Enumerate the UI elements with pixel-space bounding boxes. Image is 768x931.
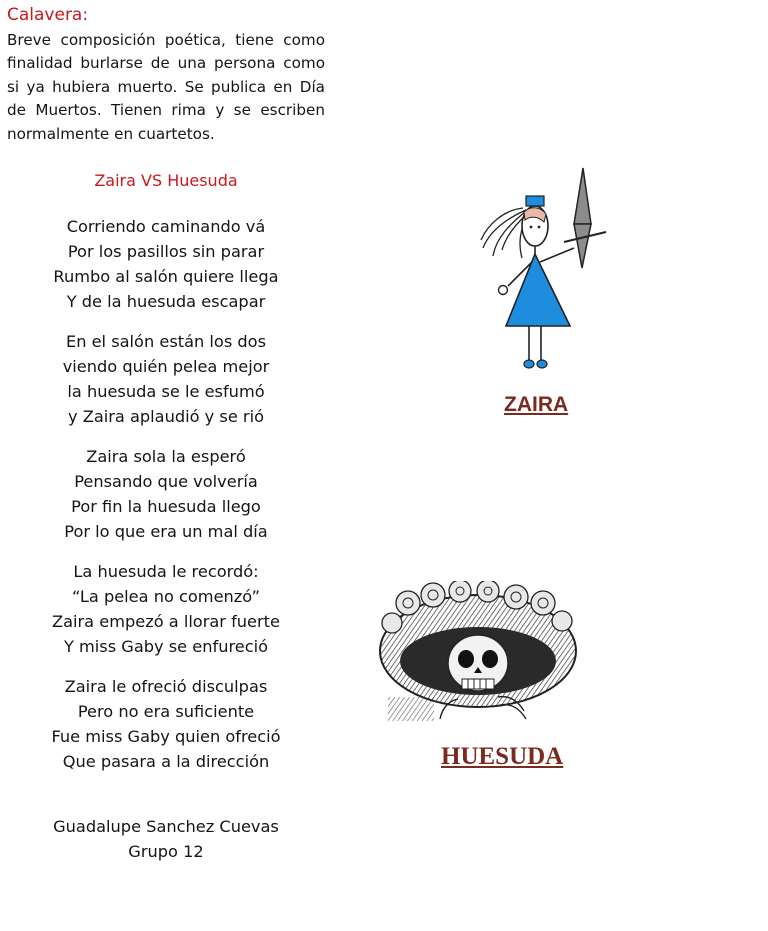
- poem-line: Y de la huesuda escapar: [66, 292, 266, 311]
- hand-icon: [499, 286, 508, 295]
- poem-line: Pensando que volvería: [74, 472, 258, 491]
- teeth-icon: [462, 679, 494, 689]
- poem-line: Que pasara a la dirección: [62, 752, 270, 771]
- eye-socket-icon: [482, 650, 498, 668]
- poem-line: Fue miss Gaby quien ofreció: [51, 727, 281, 746]
- arm-icon: [540, 248, 574, 262]
- stanza-2: [5, 329, 327, 429]
- poem-line: Por lo que era un mal día: [64, 522, 268, 541]
- poem-line: viendo quién pelea mejor: [62, 357, 270, 376]
- definition-title: Calavera:: [7, 5, 89, 25]
- stanza-4: [5, 559, 327, 659]
- poem-line: Zaira sola la esperó: [86, 447, 246, 466]
- huesuda-label: HUESUDA: [441, 743, 564, 770]
- zaira-label: ZAIRA: [504, 393, 569, 416]
- poem-line: Y miss Gaby se enfureció: [63, 637, 269, 656]
- catrina-illustration: [378, 581, 580, 723]
- poem-line: La huesuda le recordó:: [73, 562, 259, 581]
- eye-icon: [538, 226, 541, 229]
- stanza-1: [5, 214, 327, 314]
- author-block: [5, 814, 327, 864]
- poem: [5, 168, 327, 789]
- author-group: Grupo 12: [128, 842, 204, 861]
- poem-line: Pero no era suficiente: [77, 702, 255, 721]
- poem-line: Corriendo caminando vá: [66, 217, 266, 236]
- poem-line: Rumbo al salón quiere llega: [53, 267, 279, 286]
- eye-socket-icon: [458, 650, 474, 668]
- shoe-icon: [524, 360, 534, 368]
- poem-line: Zaira empezó a llorar fuerte: [52, 612, 280, 631]
- hat-icon: [526, 196, 544, 206]
- poem-line: En el salón están los dos: [65, 332, 267, 351]
- poem-title: Zaira VS Huesuda: [94, 171, 238, 190]
- poem-line: Por fin la huesuda llego: [71, 497, 261, 516]
- sword-icon: [564, 168, 606, 268]
- definition-text: Breve composición poética, tiene como finalidad burlarse de una persona como si ya hubiera muerto. Se publica en Día de Muertos. Tienen rima y se escriben normalmente en cuartetos.: [7, 31, 325, 143]
- poem-line: la huesuda se le esfumó: [67, 382, 265, 401]
- zaira-illustration: [478, 166, 613, 376]
- poem-line: “La pelea no comenzó”: [71, 587, 261, 606]
- shading-icon: [388, 697, 434, 721]
- author-name: Guadalupe Sanchez Cuevas: [53, 817, 279, 836]
- stanza-3: [5, 444, 327, 544]
- poem-line: y Zaira aplaudió y se rió: [68, 407, 264, 426]
- stanza-5: [5, 674, 327, 774]
- shoe-icon: [537, 360, 547, 368]
- hair-icon: [481, 208, 528, 258]
- poem-line: Por los pasillos sin parar: [67, 242, 265, 261]
- poem-line: Zaira le ofreció disculpas: [64, 677, 268, 696]
- dress-icon: [506, 254, 570, 326]
- eye-icon: [530, 226, 533, 229]
